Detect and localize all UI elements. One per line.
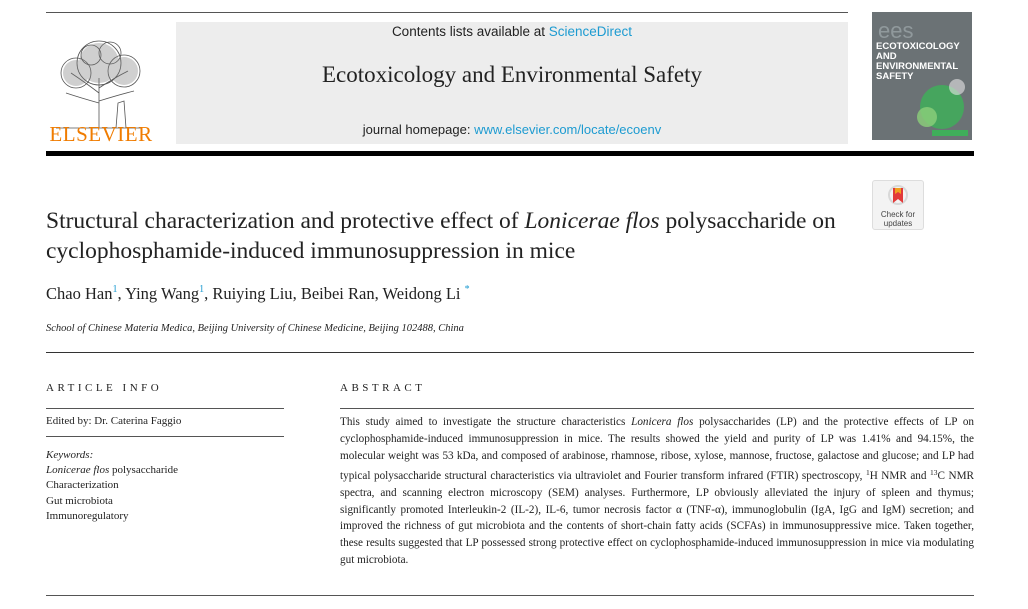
abstract-sup-13: 13 — [930, 467, 938, 477]
journal-title: Ecotoxicology and Environmental Safety — [321, 62, 703, 87]
author-mark[interactable]: * — [464, 284, 470, 295]
contents-line — [176, 24, 848, 39]
keyword-item[interactable]: Immunoregulatory — [46, 509, 129, 522]
title-italic: Lonicerae flos — [524, 208, 660, 234]
author-name[interactable]: Weidong Li — [382, 284, 461, 303]
check-for-updates-label: Check for updates — [880, 210, 916, 228]
abstract-p1: This study aimed to investigate the structure characteristics — [340, 416, 632, 428]
abstract-p4: C NMR spectra, and scanning electron microscopy (SEM) analyses. Furthermore, LP obviously alleviated the injury of spleen and thymus; significantly promoted Interleukin-2 (IL-2), IL-6, tumor necrosis factor α (TNF-α), immunoglobulin (IgA, IgG and IgM) secretion; and improved the richness of gut microbiota and the contents of short-chain fatty acids (SCFAs) in immunosuppressive mice. Taken together, these results suggested that LP possessed strong protective effect on cyclophosphamide-induced immunosuppression in mice via modulating gut microbiota. — [340, 469, 974, 567]
contents-prefix: Contents lists available at — [391, 24, 549, 39]
article-title — [46, 206, 866, 266]
title-part-1: Structural characterization and protective effect of — [46, 208, 525, 234]
keywords-title: Keywords: — [46, 449, 94, 461]
keyword-item[interactable]: Characterization — [46, 479, 119, 492]
journal-cover[interactable] — [872, 12, 972, 140]
header-thick-rule — [46, 151, 974, 156]
author-list: Chao Han$^1$, Ying Wang$^1$, Ruiying Liu, Beibei Ran, Weidong Li * — [46, 284, 470, 303]
affiliation: School of Chinese Materia Medica, Beijing University of Chinese Medicine, Beijing 102488, China — [46, 323, 464, 334]
abstract-p2: polysaccharides (LP) and the protective effects of LP on cyclophosphamide-induced immunosuppression in mice. The results showed the yield and purity of LP was 1.41% and 94.15%, the molecular weight was 53 kDa, and composed of arabinose, rhamnose, ribose, xylose, mannose, fructose, galactose and glucose; and LP had typical polysaccharide structural characteristics via ultraviolet and Fourier transform infrared (FTIR) spectroscopy, — [340, 416, 975, 482]
abstract-rule — [340, 408, 974, 409]
author-mark[interactable]: 1 — [112, 284, 118, 295]
keyword-item[interactable]: Gut microbiota — [46, 494, 113, 507]
author-name[interactable]: Beibei Ran — [300, 284, 375, 303]
sciencedirect-link[interactable]: ScienceDirect — [548, 24, 633, 39]
bottom-rule — [46, 595, 974, 596]
article-info-rule — [46, 436, 284, 437]
edited-by: Edited by: Dr. Caterina Faggio — [46, 415, 182, 427]
keywords-block — [46, 448, 284, 524]
top-rule — [46, 12, 848, 13]
cover-title: ECOTOXICOLOGY AND ENVIRONMENTAL SAFETY — [876, 41, 960, 82]
elsevier-wordmark: ELSEVIER — [49, 122, 153, 146]
keyword-rest: polysaccharide — [109, 464, 178, 477]
author-name[interactable]: Ying Wang — [125, 284, 200, 303]
homepage-link[interactable]: www.elsevier.com/locate/ecoenv — [474, 122, 662, 137]
abstract-italic: Lonicera flos — [631, 416, 694, 428]
homepage-line — [176, 122, 848, 137]
author-name[interactable]: Ruiying Liu — [212, 284, 293, 303]
author-name[interactable]: Chao Han — [46, 284, 113, 303]
svg-text:ees: ees — [878, 18, 914, 43]
article-info-heading: ARTICLE INFO — [46, 382, 163, 394]
abstract-heading: ABSTRACT — [340, 382, 426, 394]
bookmark-icon — [888, 185, 908, 209]
title-rule — [46, 352, 974, 353]
abstract-p3: H NMR and — [869, 469, 930, 482]
author-mark[interactable]: 1 — [199, 284, 205, 295]
abstract-text — [340, 414, 974, 569]
abstract-sup-1: 1 — [865, 467, 870, 477]
title-part-2: polysaccharide on cyclophosphamide-induced immunosuppression in mice — [46, 208, 836, 264]
check-for-updates-button[interactable] — [872, 180, 924, 230]
keyword-italic: Lonicerae flos — [46, 464, 110, 477]
homepage-prefix: journal homepage: — [362, 122, 475, 137]
article-info-rule — [46, 408, 284, 409]
keyword-item[interactable] — [46, 463, 284, 478]
